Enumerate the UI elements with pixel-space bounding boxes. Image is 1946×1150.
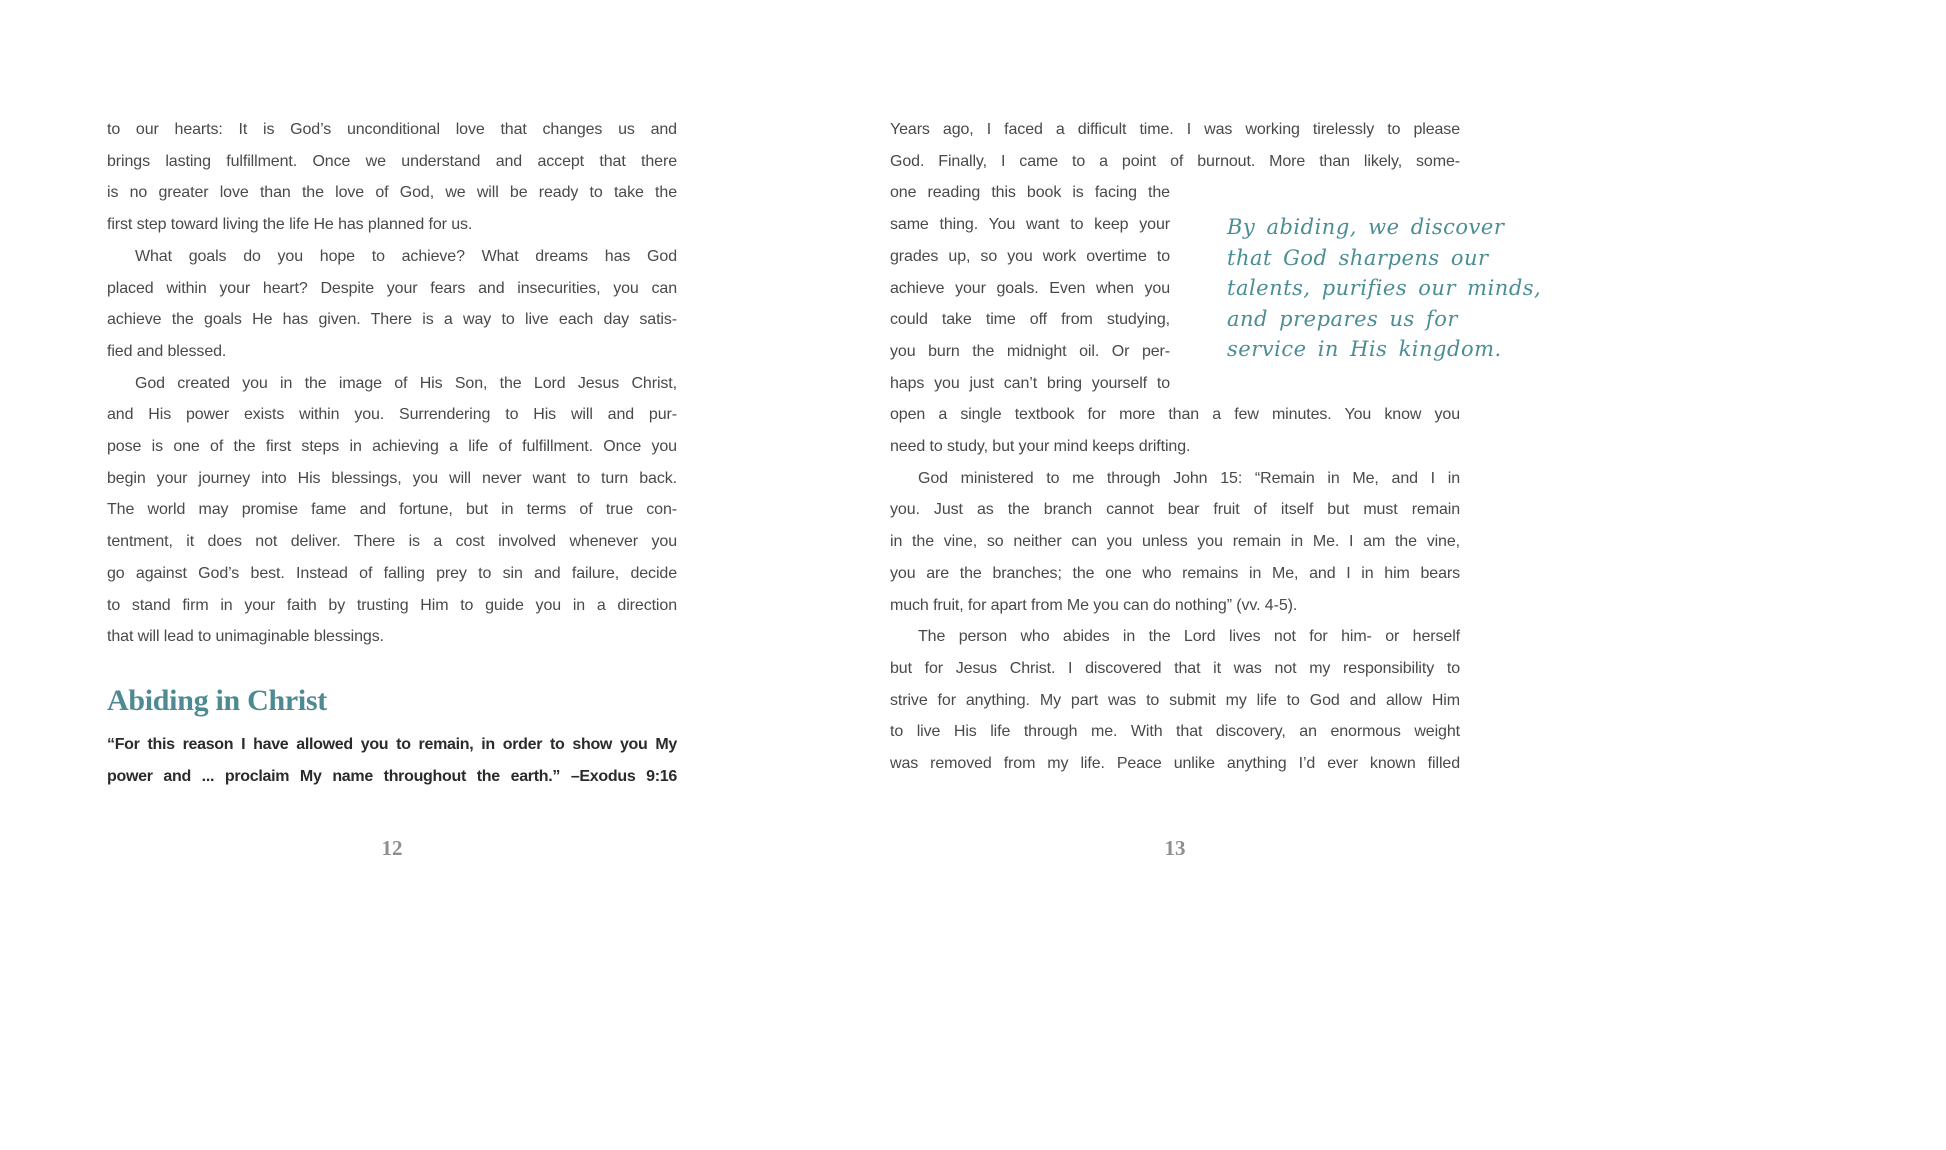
body-text-line: to our hearts: It is God’s unconditional love that changes us and [107, 121, 677, 138]
page-number-right: 13 [1164, 836, 1186, 860]
body-text-line: but for Jesus Christ. I discovered that it was not my responsibility to [890, 659, 1460, 677]
margin-note-line: service in His kingdom. [1227, 337, 1502, 362]
margin-note-line: that God sharpens our [1227, 245, 1489, 270]
right-text-column [890, 114, 1542, 780]
left-body-paragraphs [107, 114, 677, 653]
scripture-quote [107, 729, 677, 793]
body-text-line: placed within your heart? Despite your fears and insecurities, you can [107, 279, 677, 297]
body-text-line: in the vine, so neither can you unless you remain in Me. I am the vine, [890, 533, 1460, 551]
margin-note-line: talents, purifies our minds, [1227, 276, 1542, 301]
body-text-line: to stand firm in your faith by trusting Him to guide you in a direction [107, 596, 677, 614]
body-text-line: grades up, so you work overtime to [890, 247, 1170, 265]
body-text-line: open a single textbook for more than a few minutes. You know you [890, 406, 1460, 424]
body-text-line: God created you in the image of His Son, the Lord Jesus Christ, [135, 374, 677, 392]
body-text-line: fied and blessed. [107, 342, 227, 360]
body-text-line: The world may promise fame and fortune, but in terms of true con- [107, 501, 677, 519]
margin-note-handwritten [1227, 212, 1542, 365]
body-text-line: one reading this book is facing the [890, 184, 1170, 202]
body-text-line: begin your journey into His blessings, you will never want to turn back. [107, 469, 677, 487]
margin-note-line: and prepares us for [1227, 306, 1458, 331]
body-text-line: achieve your goals. Even when you [890, 279, 1170, 297]
body-text-line: was removed from my life. Peace unlike anything I’d ever known filled [890, 755, 1460, 773]
body-text-line: God. Finally, I came to a point of burnout. More than likely, some- [890, 152, 1460, 170]
body-text-line: you are the branches; the one who remains in Me, and I in him bears [890, 564, 1460, 582]
body-text-line: The person who abides in the Lord lives not for him- or herself [918, 628, 1460, 646]
body-text-line: you. Just as the branch cannot bear fruit of itself but must remain [890, 501, 1460, 519]
body-text-line: go against God’s best. Instead of falling prey to sin and failure, decide [107, 564, 677, 582]
body-text-line: you burn the midnight oil. Or per- [890, 342, 1170, 360]
body-text-line: tentment, it does not deliver. There is a cost involved whenever you [107, 533, 677, 551]
body-text-line: first step toward living the life He has planned for us. [107, 216, 473, 234]
margin-note-line: By abiding, we discover [1227, 215, 1505, 239]
body-text-line: haps you just can’t bring yourself to [890, 374, 1170, 392]
section-heading: Abiding in Christ [107, 683, 327, 717]
body-text-line: to live His life through me. With that discovery, an enormous weight [890, 723, 1460, 741]
body-text-line: need to study, but your mind keeps drifting. [890, 438, 1191, 456]
left-text-column [107, 114, 677, 793]
body-text-line: same thing. You want to keep your [890, 216, 1170, 234]
body-text-line: is no greater love than the love of God, we will be ready to take the [107, 184, 677, 202]
body-text-line: Years ago, I faced a difficult time. I was working tirelessly to please [890, 121, 1460, 138]
body-text-line: could take time off from studying, [890, 311, 1170, 329]
body-text-line: and His power exists within you. Surrendering to His will and pur- [107, 406, 677, 424]
body-text-line: What goals do you hope to achieve? What dreams has God [135, 247, 677, 265]
body-text-line: God ministered to me through John 15: “Remain in Me, and I in [918, 469, 1460, 487]
body-text-line: that will lead to unimaginable blessings. [107, 628, 384, 646]
scripture-quote-line: power and ... proclaim My name throughout the earth.” –Exodus 9:16 [107, 767, 677, 785]
page-number-left: 12 [381, 836, 403, 860]
body-text-line: pose is one of the first steps in achieving a life of fulfillment. Once you [107, 438, 677, 456]
body-text-line: strive for anything. My part was to submit my life to God and allow Him [890, 691, 1460, 709]
body-text-line: brings lasting fulfillment. Once we understand and accept that there [107, 152, 677, 170]
body-text-line: much fruit, for apart from Me you can do nothing” (vv. 4-5). [890, 596, 1298, 614]
body-text-line: achieve the goals He has given. There is a way to live each day satis- [107, 311, 677, 329]
scripture-quote-line: “For this reason I have allowed you to remain, in order to show you My [107, 735, 677, 753]
